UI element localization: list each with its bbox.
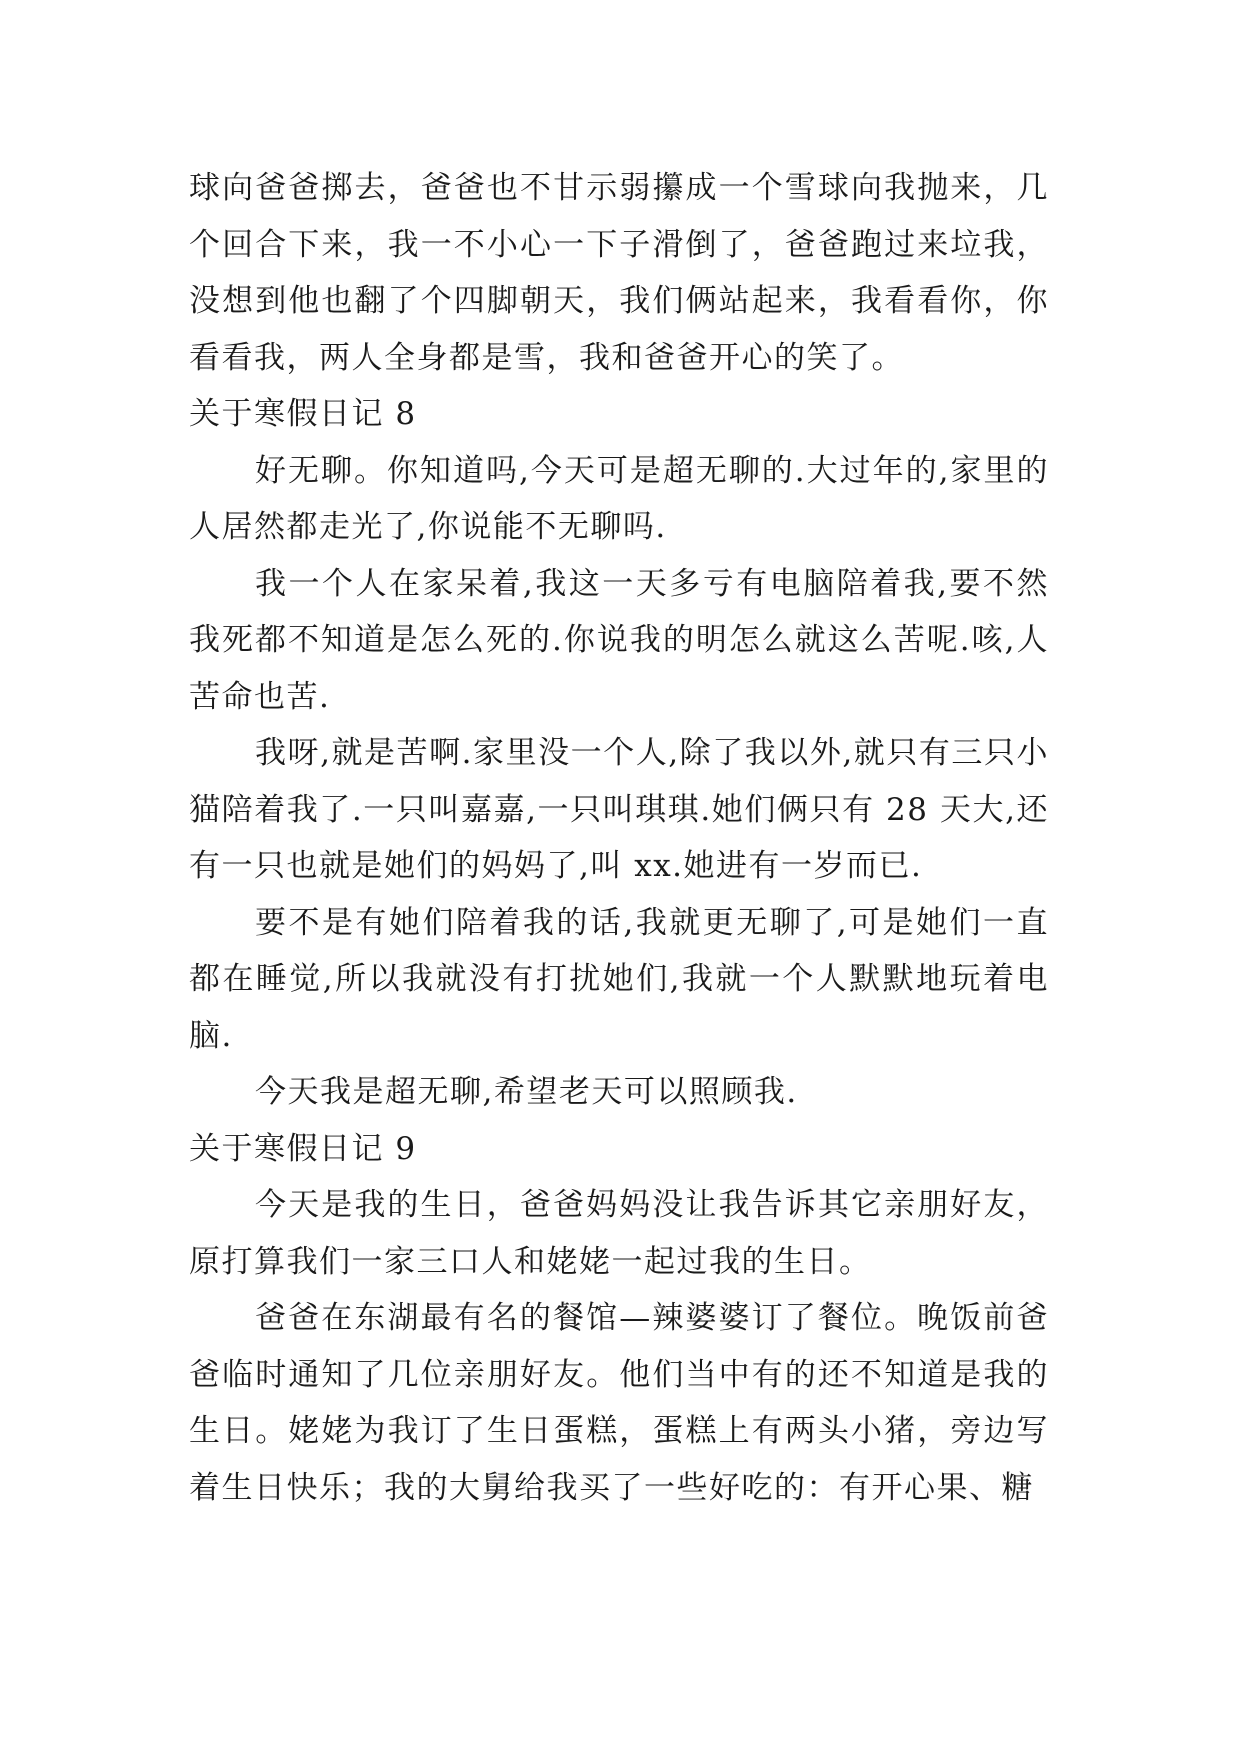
paragraph-birthday-intro: 今天是我的生日，爸爸妈妈没让我告诉其它亲朋好友，原打算我们一家三口人和姥姥一起过我的生日。 [189, 1187, 1049, 1280]
paragraph-three-kittens: 我呀,就是苦啊.家里没一个人,除了我以外,就只有三只小猫陪着我了.一只叫嘉嘉,一只叫琪琪.她们俩只有 28 天大,还有一只也就是她们的妈妈了,叫 xx.她进有一岁而已. [189, 735, 1049, 884]
document-body [189, 160, 1049, 1516]
paragraph-bored-intro: 好无聊。你知道吗,今天可是超无聊的.大过年的,家里的人居然都走光了,你说能不无聊吗. [189, 452, 1049, 545]
paragraph-kittens-sleeping: 要不是有她们陪着我的话,我就更无聊了,可是她们一直都在睡觉,所以我就没有打扰她们,我就一个人默默地玩着电脑. [189, 904, 1049, 1054]
paragraph-birthday-dinner: 爸爸在东湖最有名的餐馆—辣婆婆订了餐位。晚饭前爸爸临时通知了几位亲朋好友。他们当中有的还不知道是我的生日。姥姥为我订了生日蛋糕，蛋糕上有两头小猪，旁边写着生日快乐；我的大舅给我买了一些好吃的：有开心果、糖 [189, 1300, 1049, 1506]
paragraph-hope: 今天我是超无聊,希望老天可以照顾我. [255, 1074, 798, 1110]
paragraph-snow-fight-end: 球向爸爸掷去，爸爸也不甘示弱攥成一个雪球向我抛来，几个回合下来，我一不小心一下子滑倒了，爸爸跑过来垃我，没想到他也翻了个四脚朝天，我们俩站起来，我看看你，你看看我，两人全身都是雪，我和爸爸开心的笑了。 [189, 170, 1049, 376]
paragraph-alone-with-computer: 我一个人在家呆着,我这一天多亏有电脑陪着我,要不然我死都不知道是怎么死的.你说我的明怎么就这么苦呢.咳,人苦命也苦. [189, 565, 1049, 715]
heading-diary-8: 关于寒假日记 8 [189, 396, 417, 432]
heading-diary-9: 关于寒假日记 9 [189, 1130, 417, 1167]
